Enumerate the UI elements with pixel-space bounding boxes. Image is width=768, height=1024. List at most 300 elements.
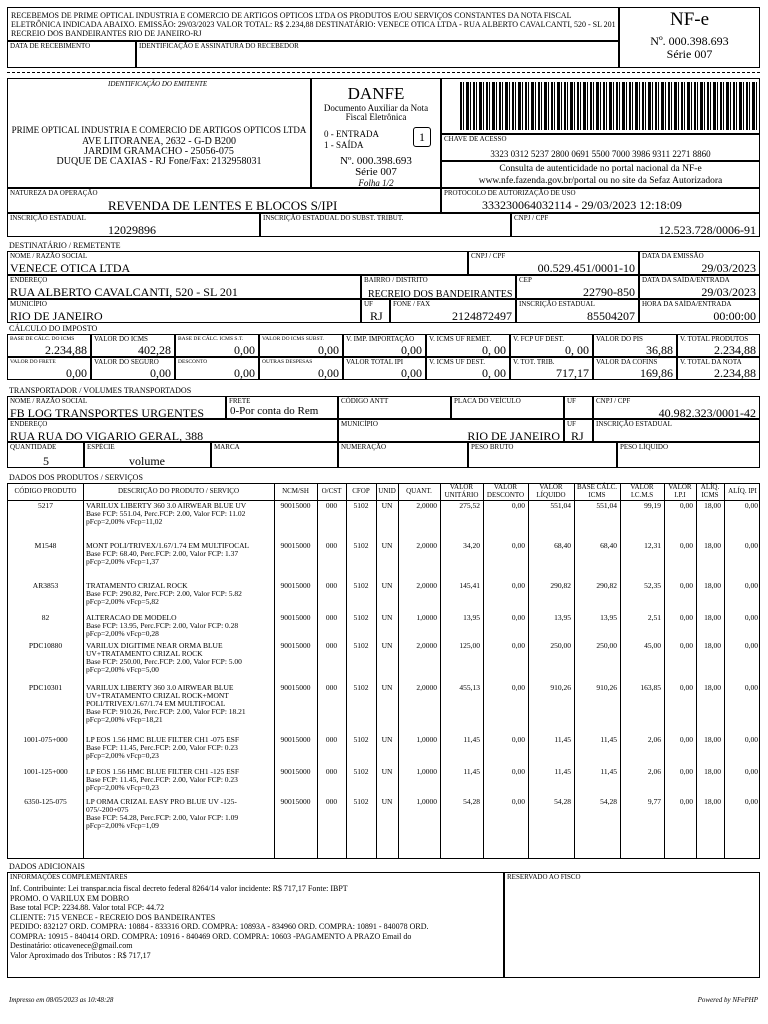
tax-field-value: 0,00 [66, 366, 87, 380]
cell-cst: 000 [325, 581, 338, 590]
tax-field [259, 334, 343, 357]
cell-base: 13,95 [600, 613, 617, 622]
column-header: ALÍQ. IPI [728, 487, 757, 495]
tax-field [426, 334, 510, 357]
recipient-section-title: DESTINATÁRIO / REMETENTE [9, 241, 121, 250]
product-description: ALTERACAO DE MODELO [86, 613, 177, 622]
cell-unid: UN [381, 641, 393, 650]
cell-codigo: 6350-125-075 [24, 797, 67, 806]
carrier-name-label: NOME / RAZÃO SOCIAL [10, 397, 88, 405]
recipient-phone-label: FONE / FAX [393, 300, 431, 308]
issuer-cnpj-field [511, 213, 760, 237]
product-description: VARILUX DIGITIME NEAR ORMA BLUE UV+TRATAMENTO CRIZAL ROCK [86, 641, 223, 658]
state-registration-label: INSCRIÇÃO ESTADUAL [10, 214, 86, 222]
tax-field-value: 169,86 [640, 366, 673, 380]
cell-cfop: 5102 [353, 797, 369, 806]
printed-at: Impresso em 08/05/2023 as 10:48:28 [9, 996, 114, 1004]
cell-unit: 11,45 [463, 735, 480, 744]
cell-unit: 34,20 [463, 541, 480, 550]
cell-aliq_icms: 18,00 [704, 735, 721, 744]
cell-ncm: 90015000 [280, 541, 311, 550]
table-row [8, 542, 759, 582]
tax-field-value: 2.234,88 [714, 366, 756, 380]
cell-ncm: 90015000 [280, 641, 311, 650]
exit-time-value: 00:00:00 [713, 309, 756, 323]
column-header: VALOR DESCONTO [486, 483, 525, 499]
plate-field [451, 396, 564, 419]
cell-icms: 52,35 [644, 581, 661, 590]
danfe-series: Série 007 [355, 166, 397, 178]
product-fcp-info: Base FCP: 551.04, Perc.FCP: 2.00, Valor FCP: 11.02 pFcp=2,00% vFcp=11,02 [86, 509, 246, 526]
cell-cfop: 5102 [353, 735, 369, 744]
cell-aliq_icms: 18,00 [704, 641, 721, 650]
cell-ipi: 0,00 [679, 683, 693, 692]
freight-field [226, 396, 338, 419]
cell-quant: 2,0000 [416, 683, 437, 692]
column-header: CÓDIGO PRODUTO [14, 487, 77, 495]
cell-cfop: 5102 [353, 541, 369, 550]
cell-unit: 13,95 [463, 613, 480, 622]
cell-base: 250,00 [596, 641, 617, 650]
tax-field [7, 357, 91, 380]
tax-field-value: 0,00 [234, 366, 255, 380]
tax-field-label: VALOR DO ICMS [94, 335, 148, 343]
cell-unit: 11,45 [463, 767, 480, 776]
volume-species-field [84, 442, 211, 468]
cell-ncm: 90015000 [280, 735, 311, 744]
cell-desc_v: 0,00 [511, 683, 525, 692]
additional-info-box [7, 872, 504, 978]
carrier-section-title: TRANSPORTADOR / VOLUMES TRANSPORTADOS [9, 386, 192, 395]
cell-base: 551,04 [596, 501, 617, 510]
cell-icms: 12,31 [644, 541, 661, 550]
access-key-label: CHAVE DE ACESSO [444, 135, 507, 143]
receipt-stub-text-box [7, 7, 619, 41]
cell-ipi: 0,00 [679, 541, 693, 550]
tax-field-label: VALOR DO SEGURO [94, 358, 159, 366]
carrier-name-value: FB LOG TRANSPORTES URGENTES [10, 406, 205, 420]
cell-base: 11,45 [600, 767, 617, 776]
cell-desc_v: 0,00 [511, 581, 525, 590]
freight-label: FRETE [229, 397, 251, 405]
tax-field-label: V. TOT. TRIB. [513, 358, 555, 366]
cell-ipi: 0,00 [679, 501, 693, 510]
tax-field-value: 0,00 [318, 366, 339, 380]
tax-field-label: V. ICMS UF DEST. [429, 358, 485, 366]
cell-desc_v: 0,00 [511, 767, 525, 776]
recipient-ie-value: 85504207 [587, 309, 635, 323]
recipient-phone-value: 2124872497 [452, 309, 512, 323]
tax-field-value: 2.234,88 [714, 343, 756, 357]
table-row [8, 798, 759, 838]
plate-label: PLACA DO VEÍCULO [454, 397, 521, 405]
cell-liq: 290,82 [550, 581, 571, 590]
carrier-address-field [7, 419, 338, 442]
cell-liq: 11,45 [554, 767, 571, 776]
cell-desc [86, 614, 271, 638]
receipt-stub-text: RECEBEMOS DE PRIME OPTICAL INDUSTRIA E COMERCIO DE ARTIGOS OPTICOS LTDA OS PRODUTOS E/OU SERVIÇOS CONSTANTES DA NOTA FISCAL ELETRÔNICA INDICADA ABAIXO. EMISSÃO: 29/03/2023 VALOR TOTAL: R$ 2.234,88 DESTINATÁRIO: VENECE OTICA LTDA - RUA ALBERTO CAVALCANTI, 520 - SL 201 RECREIO DOS BANDEIRANTES RIO DE JANEIRO-RJ [11, 11, 616, 38]
product-description: TRATAMENTO CRIZAL ROCK [86, 581, 188, 590]
cell-icms: 2,06 [647, 767, 661, 776]
recipient-name-label: NOME / RAZÃO SOCIAL [10, 252, 88, 260]
cell-liq: 54,28 [554, 797, 571, 806]
tax-field-value: 0,00 [401, 366, 422, 380]
cell-cst: 000 [325, 767, 338, 776]
cell-desc_v: 0,00 [511, 797, 525, 806]
recipient-cep-field [516, 275, 639, 299]
carrier-uf2-field [564, 419, 593, 442]
additional-section-title: DADOS ADICIONAIS [9, 862, 85, 871]
cell-ncm: 90015000 [280, 767, 311, 776]
additional-info-line: CLIENTE: 715 VENECE - RECREIO DOS BANDEIRANTES [10, 912, 216, 922]
volume-species-value: volume [129, 454, 165, 468]
cell-cfop: 5102 [353, 767, 369, 776]
tax-field-label: V. TOTAL PRODUTOS [680, 335, 749, 343]
cell-ipi: 0,00 [679, 767, 693, 776]
product-description: VARILUX LIBERTY 360 3.0 AIRWEAR BLUE UV+TRATAMENTO CRIZAL ROCK+MONT POLI/TRIVEX/1.67/1.74 EM MULTIFOCAL [86, 683, 234, 708]
additional-info-line: Inf. Contribuinte: Lei transpar.ncia fiscal decreto federal 8264/14 valor incidente: R$ 717,17 Fonte: IBPT [10, 884, 348, 893]
tax-field-label: VALOR DO PIS [596, 335, 643, 343]
cell-codigo: PDC10301 [28, 683, 63, 692]
cell-liq: 910,26 [550, 683, 571, 692]
state-registration-field [7, 213, 260, 237]
column-header: VALOR LÍQUIDO [536, 483, 566, 499]
cell-aliq_icms: 18,00 [704, 683, 721, 692]
additional-info-line: PEDIDO: 832127 ORD. COMPRA: 10884 - 833316 ORD. COMPRA: 10893A - 834960 ORD. COMPRA: 10891 - 840078 ORD. [10, 922, 429, 931]
protocol-value: 333230064032114 - 29/03/2023 12:18:09 [482, 198, 682, 212]
product-fcp-info: Base FCP: 11.45, Perc.FCP: 2.00, Valor FCP: 0.23 pFcp=2,00% vFcp=0,23 [86, 743, 238, 760]
cell-unit: 54,28 [463, 797, 480, 806]
cell-cfop: 5102 [353, 581, 369, 590]
net-weight-label: PESO LÍQUIDO [620, 443, 669, 451]
volume-numbering-field [338, 442, 468, 468]
carrier-cnpj-field [593, 396, 760, 419]
carrier-name-field [7, 396, 226, 419]
column-header: O/CST [321, 487, 342, 495]
cell-unid: UN [381, 767, 393, 776]
cell-base: 290,82 [596, 581, 617, 590]
carrier-city-field [338, 419, 564, 442]
cell-aliq_icms: 18,00 [704, 501, 721, 510]
cell-codigo: 82 [41, 613, 50, 622]
volume-species-label: ESPÉCIE [87, 443, 115, 451]
protocol-label: PROTOCOLO DE AUTORIZAÇÃO DE USO [444, 189, 576, 197]
recipient-city-field [7, 299, 361, 323]
fisco-label: RESERVADO AO FISCO [507, 873, 581, 881]
products-table [7, 483, 760, 859]
cell-ipi: 0,00 [679, 735, 693, 744]
issuer-address-2: JARDIM GRAMACHO - 25056-075 [84, 146, 234, 157]
issuer-cnpj-value: 12.523.728/0006-91 [658, 223, 756, 237]
product-fcp-info: Base FCP: 11.45, Perc.FCP: 2.00, Valor FCP: 0.23 pFcp=2,00% vFcp=0,23 [86, 775, 238, 792]
tax-field-label: BASE DE CÁLC. DO ICMS [10, 336, 75, 342]
carrier-uf2-label: UF [567, 420, 576, 428]
cell-codigo: 1001-125+000 [23, 767, 68, 776]
tax-field [426, 357, 510, 380]
recipient-name-field [7, 251, 468, 275]
exit-date-value: 29/03/2023 [701, 285, 756, 299]
cell-quant: 1,0000 [416, 797, 437, 806]
cell-icms: 163,85 [640, 683, 661, 692]
tax-field-label: V. ICMS UF REMET. [429, 335, 492, 343]
product-fcp-info: Base FCP: 13.95, Perc.FCP: 2.00, Valor FCP: 0.28 pFcp=2,00% vFcp=0,28 [86, 621, 239, 638]
table-row [8, 502, 759, 542]
receipt-signature-field[interactable] [136, 41, 619, 68]
cell-desc [86, 768, 271, 792]
cell-ipi: 0,00 [679, 581, 693, 590]
cell-unid: UN [381, 683, 393, 692]
cell-unid: UN [381, 501, 393, 510]
net-weight-field [617, 442, 760, 468]
gross-weight-field [468, 442, 617, 468]
tax-field-label: BASE DE CÁLC. ICMS S.T. [178, 336, 244, 342]
receipt-date-label: DATA DE RECEBIMENTO [10, 42, 91, 50]
tax-field-value: 0, 00 [565, 343, 589, 357]
recipient-uf-field [361, 299, 390, 323]
product-fcp-info: Base FCP: 290.82, Perc.FCP: 2.00, Valor FCP: 5.82 pFcp=2,00% vFcp=5,82 [86, 589, 242, 606]
cell-ncm: 90015000 [280, 797, 311, 806]
recipient-cnpj-field [468, 251, 639, 275]
tax-field-label: VALOR TOTAL IPI [346, 358, 404, 366]
cell-icms: 99,19 [644, 501, 661, 510]
cell-unid: UN [381, 613, 393, 622]
tax-field-label: OUTRAS DESPESAS [262, 359, 313, 365]
volume-qty-field [7, 442, 84, 468]
tax-field-value: 0, 00 [482, 343, 506, 357]
tax-field-value: 0,00 [150, 366, 171, 380]
cell-cfop: 5102 [353, 683, 369, 692]
tax-field-value: 717,17 [556, 366, 589, 380]
tax-field-value: 0,00 [401, 343, 422, 357]
cell-quant: 2,0000 [416, 581, 437, 590]
receipt-date-field[interactable] [7, 41, 136, 68]
tax-field-value: 36,88 [646, 343, 673, 357]
carrier-ie-label: INSCRIÇÃO ESTADUAL [596, 420, 672, 428]
table-row [8, 642, 759, 682]
cell-aliq_icms: 18,00 [704, 613, 721, 622]
cell-cst: 000 [325, 541, 338, 550]
cell-liq: 13,95 [554, 613, 571, 622]
product-fcp-info: Base FCP: 54.28, Perc.FCP: 2.00, Valor FCP: 1.09 pFcp=2,00% vFcp=1,09 [86, 813, 239, 830]
antt-field [338, 396, 451, 419]
recipient-uf-value: RJ [370, 309, 383, 323]
cell-quant: 1,0000 [416, 767, 437, 776]
tax-field [593, 357, 677, 380]
issuer-address-3: DUQUE DE CAXIAS - RJ Fone/Fax: 2132958031 [56, 156, 262, 167]
cell-unit: 275,52 [459, 501, 480, 510]
cell-desc [86, 642, 271, 674]
freight-value: 0-Por conta do Rem [230, 405, 319, 417]
volume-qty-value: 5 [43, 454, 49, 468]
column-header: VALOR I.P.I [668, 483, 692, 499]
tax-field-value: 402,28 [138, 343, 171, 357]
carrier-address-value: RUA RUA DO VIGARIO GERAL, 388 [10, 429, 204, 443]
tax-field-value: 0,00 [234, 343, 255, 357]
cell-cst: 000 [325, 735, 338, 744]
exit-date-label: DATA DA SAÍDA/ENTRADA [642, 276, 730, 284]
cell-quant: 2,0000 [416, 641, 437, 650]
issuer-label: IDENTIFICAÇÃO DO EMITENTE [108, 80, 208, 88]
issue-date-label: DATA DA EMISSÃO [642, 252, 704, 260]
danfe-saida: 1 - SAÍDA [324, 140, 364, 150]
recipient-address-label: ENDEREÇO [10, 276, 48, 284]
carrier-city-value: RIO DE JANEIRO [467, 429, 560, 443]
cell-ncm: 90015000 [280, 581, 311, 590]
cell-unit: 125,00 [459, 641, 480, 650]
danfe-type-box: 1 [413, 127, 431, 147]
consult-line-1: Consulta de autenticidade no portal nacional da NF-e [499, 164, 702, 174]
cell-desc [86, 798, 271, 830]
danfe-entrada: 0 - ENTRADA [324, 129, 379, 139]
column-header: BASE CÁLC. ICMS [576, 483, 618, 499]
product-fcp-info: Base FCP: 68.40, Perc.FCP: 2.00, Valor FCP: 1.37 pFcp=2,00% vFcp=1,37 [86, 549, 239, 566]
recipient-address-value: RUA ALBERTO CAVALCANTI, 520 - SL 201 [10, 285, 238, 299]
recipient-district-value: RECREIO DOS BANDEIRANTES [368, 289, 513, 300]
antt-label: CÓDIGO ANTT [341, 397, 389, 405]
recipient-name-value: VENECE OTICA LTDA [10, 261, 131, 275]
cell-cfop: 5102 [353, 641, 369, 650]
cell-desc [86, 542, 271, 566]
column-header: DESCRIÇÃO DO PRODUTO / SERVIÇO [117, 487, 240, 495]
volume-qty-label: QUANTIDADE [10, 443, 57, 451]
additional-info-line: Valor Aproximado dos Tributos : R$ 717,17 [10, 950, 151, 960]
cell-cst: 000 [325, 613, 338, 622]
cell-ncm: 90015000 [280, 613, 311, 622]
barcode-image [460, 82, 758, 130]
cell-base: 910,26 [596, 683, 617, 692]
cell-aliq_ipi: 0,00 [744, 683, 758, 692]
fisco-box [504, 872, 760, 978]
cell-codigo: AR3853 [32, 581, 59, 590]
cell-icms: 2,06 [647, 735, 661, 744]
tax-field [91, 334, 175, 357]
danfe-box [311, 78, 441, 188]
product-description: VARILUX LIBERTY 360 3.0 AIRWEAR BLUE UV [86, 501, 247, 510]
tax-field-label: V. FCP UF DEST. [513, 335, 565, 343]
cell-aliq_ipi: 0,00 [744, 797, 758, 806]
danfe-title: DANFE [347, 84, 405, 103]
access-key-box [441, 134, 760, 161]
product-description: LP EOS 1.56 HMC BLUE FILTER CH1 -075 ESF [86, 735, 240, 744]
cell-quant: 1,0000 [416, 613, 437, 622]
tax-field [259, 357, 343, 380]
cell-aliq_ipi: 0,00 [744, 501, 758, 510]
tax-field [343, 334, 426, 357]
tax-field [677, 357, 760, 380]
nature-value: REVENDA DE LENTES E BLOCOS S/IPI [108, 198, 338, 213]
recipient-ie-label: INSCRIÇÃO ESTADUAL [519, 300, 595, 308]
cell-base: 54,28 [600, 797, 617, 806]
cell-desc_v: 0,00 [511, 541, 525, 550]
cell-codigo: 5217 [38, 501, 53, 510]
recipient-district-field [361, 275, 516, 299]
column-header: QUANT. [406, 487, 432, 495]
volume-brand-field [211, 442, 338, 468]
recipient-cep-label: CEP [519, 276, 532, 284]
gross-weight-label: PESO BRUTO [471, 443, 514, 451]
column-header: UNID [378, 487, 396, 495]
carrier-ie-field [593, 419, 760, 442]
products-section-title: DADOS DOS PRODUTOS / SERVIÇOS [9, 473, 143, 482]
protocol-field [441, 188, 760, 213]
recipient-cnpj-value: 00.529.451/0001-10 [537, 261, 635, 275]
recipient-city-value: RIO DE JANEIRO [10, 309, 103, 323]
cell-aliq_icms: 18,00 [704, 541, 721, 550]
cell-ncm: 90015000 [280, 501, 311, 510]
danfe-number: Nº. 000.398.693 [340, 155, 412, 167]
product-description: LP EOS 1.56 HMC BLUE FILTER CH1 -125 ESF [86, 767, 240, 776]
tax-field-label: VALOR DO ICMS SUBST. [262, 336, 324, 342]
cut-line [7, 72, 760, 73]
cell-unit: 145,41 [459, 581, 480, 590]
cell-liq: 551,04 [550, 501, 571, 510]
danfe-subtitle-2: Fiscal Eletrônica [345, 112, 407, 122]
cell-aliq_icms: 18,00 [704, 581, 721, 590]
issuer-box [7, 78, 311, 188]
cell-ipi: 0,00 [679, 613, 693, 622]
cell-liq: 68,40 [554, 541, 571, 550]
cell-codigo: 1001-075+000 [23, 735, 68, 744]
column-header: ALÍQ. ICMS [700, 483, 720, 499]
cell-unid: UN [381, 581, 393, 590]
additional-info-line: Base total FCP: 2234.88. Valor total FCP: 44.72 [10, 903, 165, 912]
stub-nfe-number: Nº. 000.398.693 [650, 34, 729, 48]
cell-desc_v: 0,00 [511, 735, 525, 744]
additional-info-line: PROMO. O VARILUX EM DOBRO [10, 893, 130, 903]
tax-field [175, 334, 259, 357]
volume-brand-label: MARCA [214, 443, 240, 451]
cell-ncm: 90015000 [280, 683, 311, 692]
cell-cfop: 5102 [353, 501, 369, 510]
carrier-address-label: ENDEREÇO [10, 420, 48, 428]
tax-field-label: V. TOTAL DA NOTA [680, 358, 742, 366]
consult-box [441, 161, 760, 188]
powered-by: Powered by NFePHP [697, 996, 758, 1004]
additional-info-line: Destinatário: oticavenece@gmail.com [10, 941, 133, 950]
cell-quant: 2,0000 [416, 501, 437, 510]
cell-unid: UN [381, 797, 393, 806]
cell-aliq_ipi: 0,00 [744, 641, 758, 650]
cell-desc [86, 582, 271, 606]
recipient-address-field [7, 275, 361, 299]
cell-unid: UN [381, 735, 393, 744]
cell-quant: 2,0000 [416, 541, 437, 550]
cell-cst: 000 [325, 797, 338, 806]
exit-time-field [639, 299, 760, 323]
product-fcp-info: Base FCP: 910.26, Perc.FCP: 2.00, Valor FCP: 18.21 pFcp=2,00% vFcp=18,21 [86, 707, 246, 724]
cell-ipi: 0,00 [679, 641, 693, 650]
tax-field [175, 357, 259, 380]
cell-aliq_icms: 18,00 [704, 797, 721, 806]
tax-field [343, 357, 426, 380]
cell-aliq_icms: 18,00 [704, 767, 721, 776]
tax-field [7, 334, 91, 357]
cell-icms: 2,51 [647, 613, 661, 622]
recipient-cnpj-label: CNPJ / CPF [471, 252, 506, 260]
st-registration-label: INSCRIÇÃO ESTADUAL DO SUBST. TRIBUT. [263, 214, 404, 222]
issuer-name: PRIME OPTICAL INDUSTRIA E COMERCIO DE ARTIGOS OPTICOS LTDA [11, 125, 307, 135]
additional-info-lines [10, 884, 500, 960]
cell-cst: 000 [325, 641, 338, 650]
carrier-uf2-value: RJ [571, 429, 584, 443]
cell-aliq_ipi: 0,00 [744, 613, 758, 622]
column-header: CFOP [352, 487, 370, 495]
column-header: VALOR UNITÁRIO [444, 483, 479, 499]
cell-quant: 1,0000 [416, 735, 437, 744]
tax-field-value: 0,00 [318, 343, 339, 357]
tax-field [593, 334, 677, 357]
cell-desc [86, 736, 271, 760]
